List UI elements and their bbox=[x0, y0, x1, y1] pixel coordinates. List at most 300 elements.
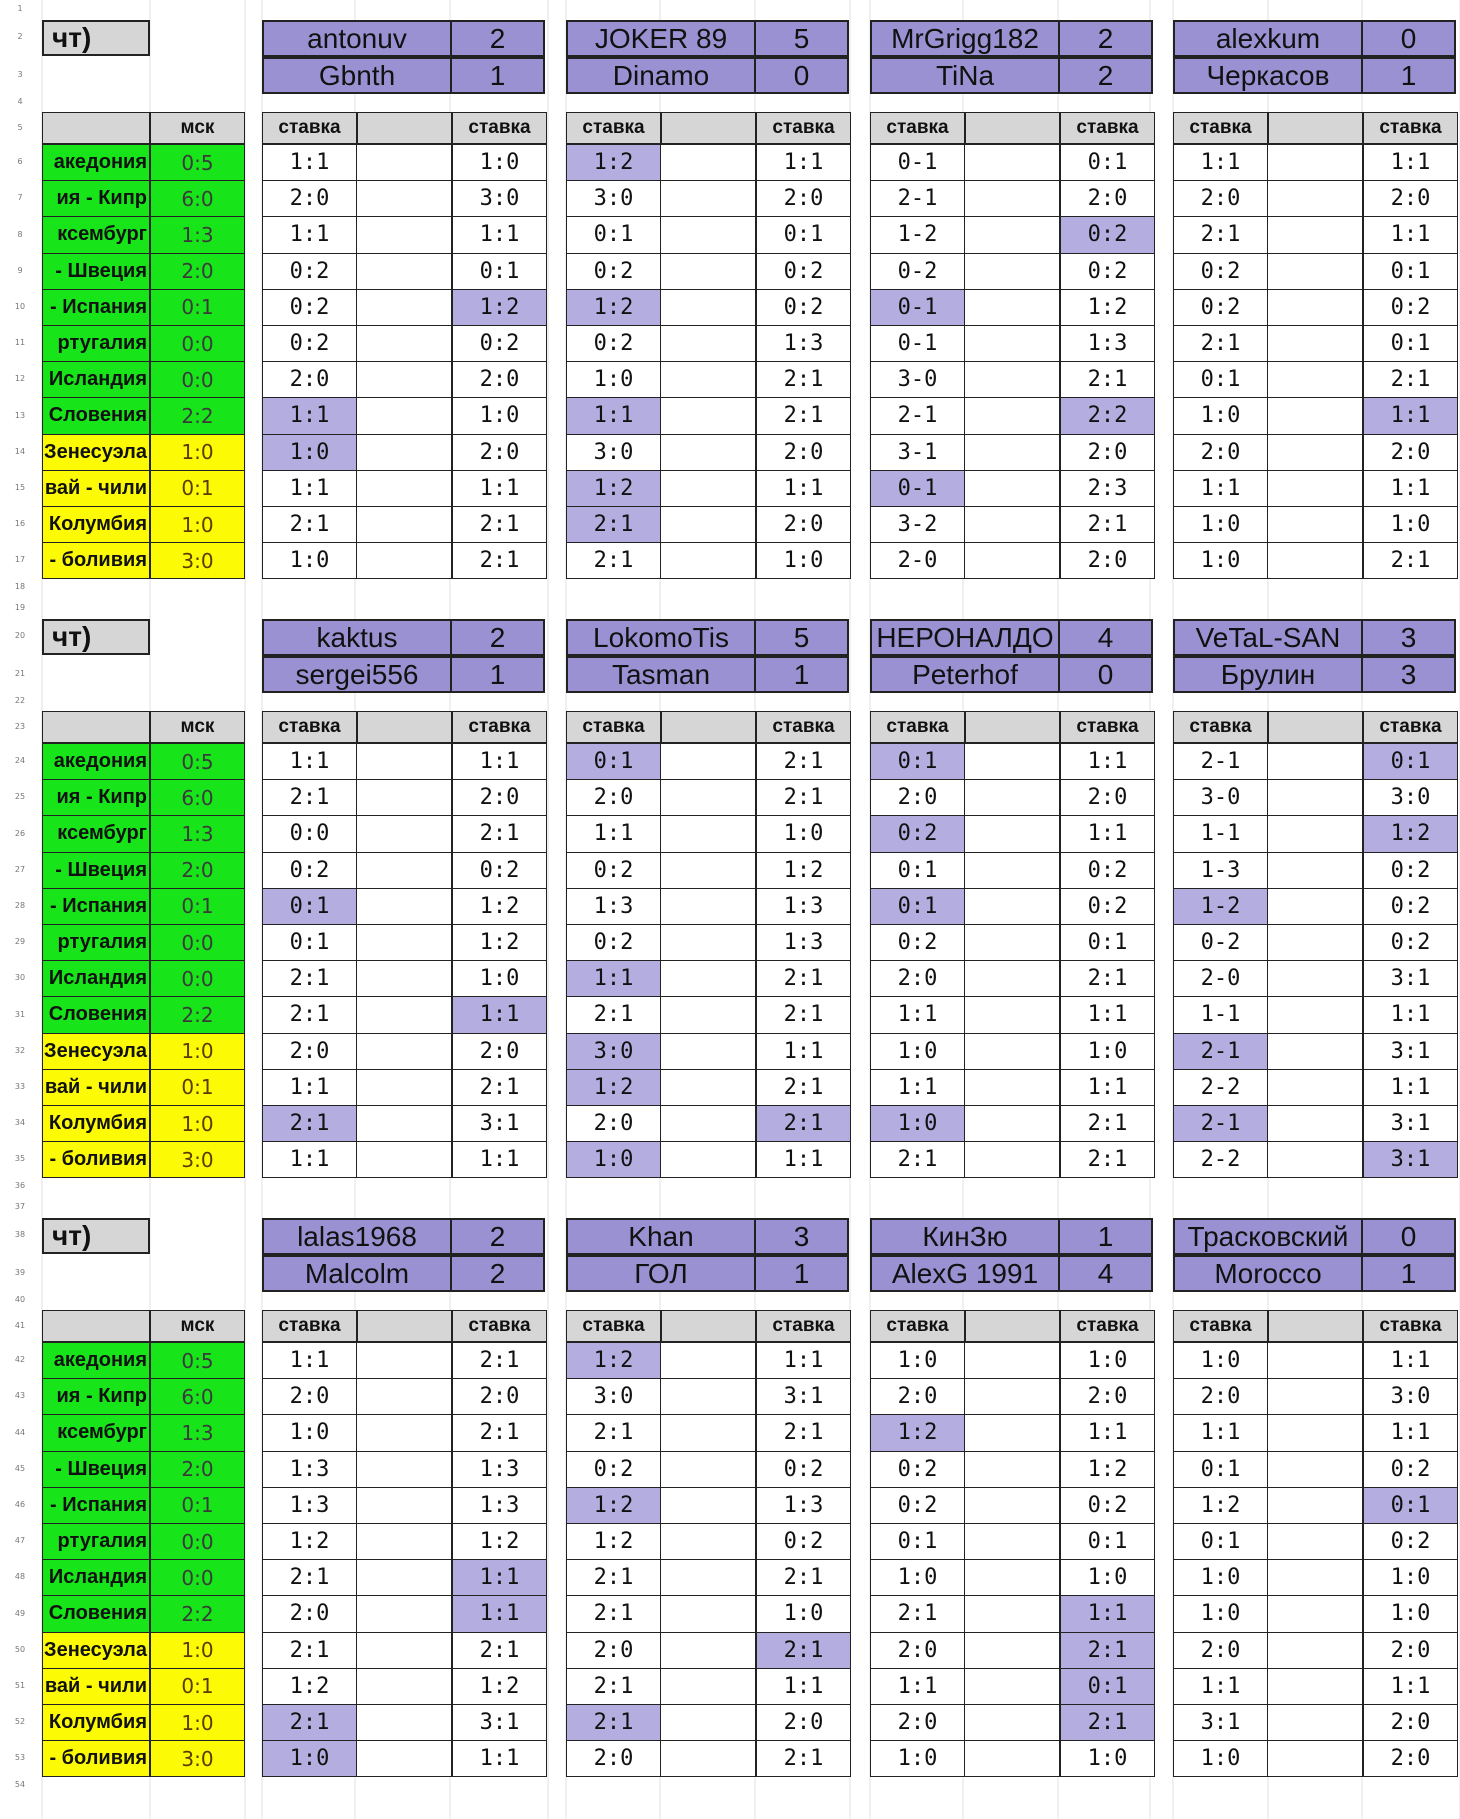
row-number[interactable]: 10 bbox=[14, 301, 26, 311]
bet-spacer-cell[interactable] bbox=[964, 1342, 1060, 1379]
bet-cell[interactable]: 1:1 bbox=[870, 996, 965, 1033]
bet-cell[interactable]: 3:1 bbox=[1363, 1105, 1458, 1142]
bet-spacer-cell[interactable] bbox=[1267, 144, 1363, 181]
match-result[interactable]: 0:0 bbox=[150, 960, 245, 997]
bet-spacer-cell[interactable] bbox=[964, 289, 1060, 326]
bet-spacer-cell[interactable] bbox=[1267, 1378, 1363, 1415]
match-name[interactable]: Словения bbox=[42, 1595, 150, 1632]
player-score[interactable]: 2 bbox=[450, 1255, 545, 1292]
bet-cell[interactable]: 2:1 bbox=[452, 1414, 547, 1451]
bet-cell[interactable]: 0-2 bbox=[870, 253, 965, 290]
bet-cell[interactable]: 0:2 bbox=[262, 325, 357, 362]
bet-cell[interactable]: 1:0 bbox=[452, 960, 547, 997]
player-score[interactable]: 4 bbox=[1058, 1255, 1153, 1292]
row-number[interactable]: 19 bbox=[14, 603, 26, 612]
bet-spacer-cell[interactable] bbox=[356, 1414, 452, 1451]
match-result[interactable]: 3:0 bbox=[150, 1141, 245, 1178]
row-number[interactable]: 47 bbox=[14, 1536, 26, 1546]
bet-cell[interactable]: 2:1 bbox=[1060, 1105, 1155, 1142]
bet-cell[interactable]: 2:1 bbox=[870, 1595, 965, 1632]
bet-cell[interactable]: 1:3 bbox=[262, 1487, 357, 1524]
bet-spacer-cell[interactable] bbox=[356, 144, 452, 181]
match-result[interactable]: 0:5 bbox=[150, 144, 245, 181]
bet-cell[interactable]: 1:1 bbox=[756, 144, 851, 181]
bet-cell[interactable]: 1:2 bbox=[452, 289, 547, 326]
match-result[interactable]: 6:0 bbox=[150, 180, 245, 217]
bet-spacer-cell[interactable] bbox=[356, 888, 452, 925]
bet-cell[interactable]: 2:1 bbox=[1060, 506, 1155, 543]
player-score[interactable]: 1 bbox=[754, 656, 849, 693]
bet-cell[interactable]: 0:2 bbox=[870, 924, 965, 961]
player-score[interactable]: 1 bbox=[1361, 57, 1456, 94]
bet-cell[interactable]: 1:1 bbox=[452, 216, 547, 253]
match-name[interactable]: ия - Кипр bbox=[42, 1378, 150, 1415]
bet-spacer-cell[interactable] bbox=[1267, 1451, 1363, 1488]
match-name[interactable]: ртугалия bbox=[42, 325, 150, 362]
bet-cell[interactable]: 1:0 bbox=[1173, 1342, 1268, 1379]
bet-cell[interactable]: 2:1 bbox=[1363, 542, 1458, 579]
player-name[interactable]: Tasman bbox=[566, 656, 756, 693]
bet-cell[interactable]: 1:0 bbox=[1173, 1740, 1268, 1777]
bet-cell[interactable]: 0-1 bbox=[870, 289, 965, 326]
bet-cell[interactable]: 1:2 bbox=[262, 1668, 357, 1705]
bet-cell[interactable]: 1:1 bbox=[452, 1141, 547, 1178]
row-number[interactable]: 52 bbox=[14, 1717, 26, 1727]
match-name[interactable]: Зенесуэла bbox=[42, 1033, 150, 1070]
bet-cell[interactable]: 0:1 bbox=[870, 1523, 965, 1560]
bet-cell[interactable]: 1:1 bbox=[1173, 144, 1268, 181]
bet-cell[interactable]: 2:0 bbox=[452, 434, 547, 471]
bet-cell[interactable]: 2:1 bbox=[756, 397, 851, 434]
bet-spacer-cell[interactable] bbox=[356, 1668, 452, 1705]
bet-cell[interactable]: 1:0 bbox=[566, 1141, 661, 1178]
bet-spacer-cell[interactable] bbox=[964, 1487, 1060, 1524]
bet-cell[interactable]: 1:1 bbox=[452, 743, 547, 780]
bet-spacer-cell[interactable] bbox=[356, 506, 452, 543]
bet-spacer-cell[interactable] bbox=[356, 1632, 452, 1669]
bet-cell[interactable]: 0-1 bbox=[870, 144, 965, 181]
bet-cell[interactable]: 0:2 bbox=[756, 289, 851, 326]
bet-spacer-cell[interactable] bbox=[1267, 1559, 1363, 1596]
player-name[interactable]: LokomoTis bbox=[566, 619, 756, 656]
bet-cell[interactable]: 1:2 bbox=[566, 1069, 661, 1106]
match-name[interactable]: вай - чили bbox=[42, 1668, 150, 1705]
bet-cell[interactable]: 2:0 bbox=[1060, 779, 1155, 816]
player-name[interactable]: VeTaL-SAN bbox=[1173, 619, 1363, 656]
bet-spacer-cell[interactable] bbox=[356, 924, 452, 961]
row-number[interactable]: 33 bbox=[14, 1081, 26, 1091]
bet-cell[interactable]: 3:1 bbox=[1363, 1141, 1458, 1178]
match-name[interactable]: ксембург bbox=[42, 1414, 150, 1451]
bet-cell[interactable]: 0:2 bbox=[1060, 888, 1155, 925]
bet-cell[interactable]: 2:2 bbox=[1060, 397, 1155, 434]
bet-cell[interactable]: 2:1 bbox=[756, 996, 851, 1033]
bet-spacer-cell[interactable] bbox=[660, 852, 756, 889]
bet-cell[interactable]: 1:3 bbox=[756, 1487, 851, 1524]
player-name[interactable]: КинЗю bbox=[870, 1218, 1060, 1255]
bet-cell[interactable]: 3-0 bbox=[1173, 779, 1268, 816]
bet-spacer-cell[interactable] bbox=[660, 1378, 756, 1415]
match-result[interactable]: 0:0 bbox=[150, 924, 245, 961]
bet-cell[interactable]: 0:2 bbox=[870, 815, 965, 852]
row-number[interactable]: 35 bbox=[14, 1154, 26, 1164]
bet-cell[interactable]: 2:0 bbox=[1060, 1378, 1155, 1415]
bet-spacer-cell[interactable] bbox=[964, 1105, 1060, 1142]
bet-cell[interactable]: 2:0 bbox=[452, 779, 547, 816]
bet-cell[interactable]: 1:0 bbox=[870, 1105, 965, 1142]
bet-spacer-cell[interactable] bbox=[660, 996, 756, 1033]
bet-cell[interactable]: 1:2 bbox=[1060, 289, 1155, 326]
bet-cell[interactable]: 1:1 bbox=[1060, 1595, 1155, 1632]
bet-spacer-cell[interactable] bbox=[964, 924, 1060, 961]
bet-spacer-cell[interactable] bbox=[1267, 397, 1363, 434]
bet-spacer-cell[interactable] bbox=[1267, 180, 1363, 217]
bet-spacer-cell[interactable] bbox=[1267, 743, 1363, 780]
row-number[interactable]: 9 bbox=[17, 265, 23, 275]
bet-cell[interactable]: 1:1 bbox=[262, 1342, 357, 1379]
bet-cell[interactable]: 0:2 bbox=[1363, 289, 1458, 326]
bet-cell[interactable]: 2:0 bbox=[452, 1378, 547, 1415]
bet-spacer-cell[interactable] bbox=[1267, 1141, 1363, 1178]
bet-spacer-cell[interactable] bbox=[660, 470, 756, 507]
bet-spacer-cell[interactable] bbox=[356, 1033, 452, 1070]
bet-spacer-cell[interactable] bbox=[356, 960, 452, 997]
match-result[interactable]: 1:3 bbox=[150, 815, 245, 852]
bet-spacer-cell[interactable] bbox=[964, 1523, 1060, 1560]
bet-cell[interactable]: 3:0 bbox=[566, 1033, 661, 1070]
match-result[interactable]: 3:0 bbox=[150, 542, 245, 579]
bet-cell[interactable]: 2:1 bbox=[566, 542, 661, 579]
bet-cell[interactable]: 0:2 bbox=[756, 1523, 851, 1560]
row-number[interactable]: 13 bbox=[14, 410, 26, 420]
bet-spacer-cell[interactable] bbox=[356, 1559, 452, 1596]
bet-cell[interactable]: 0:2 bbox=[756, 1451, 851, 1488]
match-name[interactable]: - боливия bbox=[42, 542, 150, 579]
row-number[interactable]: 2 bbox=[17, 32, 23, 41]
bet-spacer-cell[interactable] bbox=[660, 1668, 756, 1705]
bet-spacer-cell[interactable] bbox=[1267, 434, 1363, 471]
bet-cell[interactable]: 1:1 bbox=[262, 1141, 357, 1178]
match-result[interactable]: 2:0 bbox=[150, 852, 245, 889]
bet-cell[interactable]: 3-1 bbox=[870, 434, 965, 471]
row-number[interactable]: 11 bbox=[14, 338, 26, 348]
player-name[interactable]: Gbnth bbox=[262, 57, 452, 94]
bet-cell[interactable]: 1:1 bbox=[1363, 216, 1458, 253]
bet-cell[interactable]: 1:1 bbox=[452, 470, 547, 507]
row-number[interactable]: 42 bbox=[14, 1355, 26, 1365]
bet-spacer-cell[interactable] bbox=[1267, 1668, 1363, 1705]
row-number[interactable]: 1 bbox=[17, 4, 23, 13]
match-name[interactable]: Словения bbox=[42, 996, 150, 1033]
match-name[interactable]: ртугалия bbox=[42, 1523, 150, 1560]
bet-spacer-cell[interactable] bbox=[964, 1704, 1060, 1741]
bet-cell[interactable]: 2:1 bbox=[756, 1632, 851, 1669]
row-number[interactable]: 21 bbox=[14, 669, 26, 678]
bet-cell[interactable]: 0:2 bbox=[452, 852, 547, 889]
player-score[interactable]: 0 bbox=[1361, 1218, 1456, 1255]
row-number[interactable]: 46 bbox=[14, 1499, 26, 1509]
bet-cell[interactable]: 3:1 bbox=[1173, 1704, 1268, 1741]
match-name[interactable]: Колумбия bbox=[42, 506, 150, 543]
player-score[interactable]: 5 bbox=[754, 20, 849, 57]
bet-cell[interactable]: 1:0 bbox=[566, 361, 661, 398]
bet-spacer-cell[interactable] bbox=[964, 144, 1060, 181]
row-number[interactable]: 26 bbox=[14, 828, 26, 838]
bet-cell[interactable]: 0:2 bbox=[870, 1451, 965, 1488]
bet-cell[interactable]: 3:1 bbox=[452, 1105, 547, 1142]
player-name[interactable]: JOKER 89 bbox=[566, 20, 756, 57]
bet-spacer-cell[interactable] bbox=[660, 1632, 756, 1669]
match-result[interactable]: 0:0 bbox=[150, 361, 245, 398]
player-score[interactable]: 2 bbox=[450, 1218, 545, 1255]
bet-spacer-cell[interactable] bbox=[356, 216, 452, 253]
row-number[interactable]: 36 bbox=[14, 1181, 26, 1191]
bet-cell[interactable]: 1:1 bbox=[262, 743, 357, 780]
row-number[interactable]: 27 bbox=[14, 864, 26, 874]
bet-cell[interactable]: 2:0 bbox=[1060, 542, 1155, 579]
bet-cell[interactable]: 1:0 bbox=[1363, 506, 1458, 543]
bet-spacer-cell[interactable] bbox=[964, 1033, 1060, 1070]
bet-cell[interactable]: 1:2 bbox=[1363, 815, 1458, 852]
bet-spacer-cell[interactable] bbox=[356, 1595, 452, 1632]
bet-spacer-cell[interactable] bbox=[1267, 815, 1363, 852]
bet-cell[interactable]: 2:0 bbox=[1060, 180, 1155, 217]
player-score[interactable]: 2 bbox=[1058, 57, 1153, 94]
bet-cell[interactable]: 1:3 bbox=[1060, 325, 1155, 362]
bet-cell[interactable]: 2:1 bbox=[566, 1414, 661, 1451]
row-number[interactable]: 20 bbox=[14, 631, 26, 640]
bet-spacer-cell[interactable] bbox=[356, 253, 452, 290]
match-result[interactable]: 1:0 bbox=[150, 1033, 245, 1070]
match-name[interactable]: - Испания bbox=[42, 888, 150, 925]
match-result[interactable]: 2:0 bbox=[150, 253, 245, 290]
bet-cell[interactable]: 2-2 bbox=[1173, 1141, 1268, 1178]
bet-cell[interactable]: 2:1 bbox=[566, 1668, 661, 1705]
bet-spacer-cell[interactable] bbox=[1267, 216, 1363, 253]
bet-cell[interactable]: 2:1 bbox=[452, 1632, 547, 1669]
bet-cell[interactable]: 0:1 bbox=[566, 216, 661, 253]
bet-cell[interactable]: 0:1 bbox=[1060, 144, 1155, 181]
player-score[interactable]: 1 bbox=[450, 656, 545, 693]
bet-cell[interactable]: 1-1 bbox=[1173, 996, 1268, 1033]
bet-cell[interactable]: 0:1 bbox=[870, 743, 965, 780]
bet-cell[interactable]: 2:1 bbox=[452, 815, 547, 852]
bet-cell[interactable]: 0:1 bbox=[452, 253, 547, 290]
bet-cell[interactable]: 3:0 bbox=[566, 434, 661, 471]
bet-spacer-cell[interactable] bbox=[964, 888, 1060, 925]
player-score[interactable]: 0 bbox=[754, 57, 849, 94]
bet-cell[interactable]: 1:0 bbox=[1060, 1342, 1155, 1379]
bet-spacer-cell[interactable] bbox=[660, 1069, 756, 1106]
bet-cell[interactable]: 3:1 bbox=[1363, 1033, 1458, 1070]
match-name[interactable]: вай - чили bbox=[42, 1069, 150, 1106]
bet-spacer-cell[interactable] bbox=[356, 325, 452, 362]
bet-spacer-cell[interactable] bbox=[964, 852, 1060, 889]
bet-spacer-cell[interactable] bbox=[964, 1451, 1060, 1488]
bet-cell[interactable]: 0:1 bbox=[870, 852, 965, 889]
bet-cell[interactable]: 0:2 bbox=[1173, 289, 1268, 326]
bet-spacer-cell[interactable] bbox=[660, 542, 756, 579]
row-number[interactable]: 31 bbox=[14, 1009, 26, 1019]
player-score[interactable]: 3 bbox=[1361, 656, 1456, 693]
bet-cell[interactable]: 1:2 bbox=[452, 1523, 547, 1560]
player-name[interactable]: Трасковский bbox=[1173, 1218, 1363, 1255]
bet-cell[interactable]: 1:2 bbox=[566, 1523, 661, 1560]
bet-cell[interactable]: 2:1 bbox=[756, 960, 851, 997]
player-score[interactable]: 5 bbox=[754, 619, 849, 656]
bet-cell[interactable]: 3:0 bbox=[452, 180, 547, 217]
player-score[interactable]: 1 bbox=[754, 1255, 849, 1292]
bet-cell[interactable]: 0:2 bbox=[1363, 1523, 1458, 1560]
bet-spacer-cell[interactable] bbox=[1267, 960, 1363, 997]
row-number[interactable]: 4 bbox=[17, 97, 23, 106]
bet-spacer-cell[interactable] bbox=[356, 361, 452, 398]
row-number[interactable]: 30 bbox=[14, 973, 26, 983]
player-score[interactable]: 3 bbox=[754, 1218, 849, 1255]
bet-cell[interactable]: 0:2 bbox=[1363, 924, 1458, 961]
bet-cell[interactable]: 1:1 bbox=[452, 996, 547, 1033]
bet-cell[interactable]: 2:1 bbox=[452, 542, 547, 579]
bet-cell[interactable]: 2:0 bbox=[566, 779, 661, 816]
bet-cell[interactable]: 3:1 bbox=[1363, 960, 1458, 997]
bet-spacer-cell[interactable] bbox=[1267, 996, 1363, 1033]
bet-spacer-cell[interactable] bbox=[660, 1141, 756, 1178]
bet-cell[interactable]: 0:1 bbox=[756, 216, 851, 253]
bet-cell[interactable]: 1:2 bbox=[756, 852, 851, 889]
bet-spacer-cell[interactable] bbox=[356, 1451, 452, 1488]
row-number[interactable]: 18 bbox=[14, 582, 26, 592]
bet-cell[interactable]: 2:0 bbox=[262, 1378, 357, 1415]
match-result[interactable]: 1:0 bbox=[150, 434, 245, 471]
bet-cell[interactable]: 2:1 bbox=[452, 506, 547, 543]
bet-spacer-cell[interactable] bbox=[356, 779, 452, 816]
match-result[interactable]: 0:0 bbox=[150, 1523, 245, 1560]
bet-cell[interactable]: 1:1 bbox=[262, 216, 357, 253]
match-result[interactable]: 0:1 bbox=[150, 1487, 245, 1524]
bet-spacer-cell[interactable] bbox=[964, 1069, 1060, 1106]
bet-cell[interactable]: 1:0 bbox=[870, 1033, 965, 1070]
bet-spacer-cell[interactable] bbox=[1267, 1487, 1363, 1524]
match-result[interactable]: 2:2 bbox=[150, 1595, 245, 1632]
bet-cell[interactable]: 2:1 bbox=[1060, 1632, 1155, 1669]
bet-spacer-cell[interactable] bbox=[1267, 325, 1363, 362]
match-result[interactable]: 0:0 bbox=[150, 325, 245, 362]
bet-spacer-cell[interactable] bbox=[356, 542, 452, 579]
bet-spacer-cell[interactable] bbox=[964, 779, 1060, 816]
row-number[interactable]: 28 bbox=[14, 900, 26, 910]
bet-cell[interactable]: 2:1 bbox=[452, 1342, 547, 1379]
player-name[interactable]: sergei556 bbox=[262, 656, 452, 693]
bet-spacer-cell[interactable] bbox=[1267, 470, 1363, 507]
bet-cell[interactable]: 2:1 bbox=[756, 1559, 851, 1596]
match-result[interactable]: 2:0 bbox=[150, 1451, 245, 1488]
bet-cell[interactable]: 2:0 bbox=[1363, 1740, 1458, 1777]
bet-spacer-cell[interactable] bbox=[660, 888, 756, 925]
bet-spacer-cell[interactable] bbox=[964, 325, 1060, 362]
bet-cell[interactable]: 2:0 bbox=[756, 506, 851, 543]
bet-cell[interactable]: 3:0 bbox=[1363, 779, 1458, 816]
row-number[interactable]: 49 bbox=[14, 1608, 26, 1618]
bet-cell[interactable]: 2:1 bbox=[756, 1740, 851, 1777]
row-number[interactable]: 45 bbox=[14, 1463, 26, 1473]
bet-spacer-cell[interactable] bbox=[660, 1033, 756, 1070]
bet-cell[interactable]: 1-2 bbox=[870, 216, 965, 253]
bet-cell[interactable]: 2:1 bbox=[566, 1704, 661, 1741]
bet-cell[interactable]: 3-0 bbox=[870, 361, 965, 398]
bet-cell[interactable]: 0:1 bbox=[1060, 924, 1155, 961]
bet-cell[interactable]: 1:2 bbox=[452, 888, 547, 925]
match-name[interactable]: - Швеция bbox=[42, 1451, 150, 1488]
bet-cell[interactable]: 0:2 bbox=[1060, 216, 1155, 253]
match-result[interactable]: 6:0 bbox=[150, 1378, 245, 1415]
bet-cell[interactable]: 2:0 bbox=[1173, 1632, 1268, 1669]
bet-cell[interactable]: 1:1 bbox=[1363, 1342, 1458, 1379]
bet-cell[interactable]: 0:1 bbox=[262, 924, 357, 961]
bet-cell[interactable]: 2:0 bbox=[1363, 1632, 1458, 1669]
bet-spacer-cell[interactable] bbox=[660, 325, 756, 362]
bet-spacer-cell[interactable] bbox=[964, 470, 1060, 507]
bet-spacer-cell[interactable] bbox=[660, 1414, 756, 1451]
player-name[interactable]: AlexG 1991 bbox=[870, 1255, 1060, 1292]
bet-spacer-cell[interactable] bbox=[1267, 1069, 1363, 1106]
bet-cell[interactable]: 0:2 bbox=[1060, 1487, 1155, 1524]
bet-spacer-cell[interactable] bbox=[660, 1740, 756, 1777]
bet-cell[interactable]: 0:1 bbox=[1173, 361, 1268, 398]
bet-cell[interactable]: 0:1 bbox=[1060, 1668, 1155, 1705]
bet-cell[interactable]: 2:0 bbox=[452, 361, 547, 398]
bet-cell[interactable]: 2:0 bbox=[566, 1740, 661, 1777]
bet-spacer-cell[interactable] bbox=[1267, 1632, 1363, 1669]
bet-cell[interactable]: 2:0 bbox=[870, 779, 965, 816]
bet-cell[interactable]: 2:0 bbox=[1060, 434, 1155, 471]
bet-cell[interactable]: 1:0 bbox=[870, 1740, 965, 1777]
bet-spacer-cell[interactable] bbox=[1267, 1740, 1363, 1777]
bet-cell[interactable]: 0:2 bbox=[1363, 852, 1458, 889]
bet-cell[interactable]: 2-1 bbox=[1173, 1105, 1268, 1142]
bet-cell[interactable]: 2:0 bbox=[1363, 1704, 1458, 1741]
bet-cell[interactable]: 2:0 bbox=[262, 361, 357, 398]
bet-cell[interactable]: 2:1 bbox=[262, 1105, 357, 1142]
bet-cell[interactable]: 1:3 bbox=[452, 1451, 547, 1488]
bet-spacer-cell[interactable] bbox=[356, 180, 452, 217]
row-number[interactable]: 25 bbox=[14, 792, 26, 802]
bet-cell[interactable]: 2:1 bbox=[1060, 960, 1155, 997]
bet-cell[interactable]: 0:2 bbox=[1060, 852, 1155, 889]
bet-cell[interactable]: 0:2 bbox=[262, 852, 357, 889]
bet-spacer-cell[interactable] bbox=[1267, 924, 1363, 961]
bet-cell[interactable]: 2-1 bbox=[1173, 1033, 1268, 1070]
bet-spacer-cell[interactable] bbox=[356, 1523, 452, 1560]
bet-cell[interactable]: 1:0 bbox=[1060, 1033, 1155, 1070]
bet-spacer-cell[interactable] bbox=[660, 1105, 756, 1142]
match-name[interactable]: ртугалия bbox=[42, 924, 150, 961]
bet-spacer-cell[interactable] bbox=[1267, 542, 1363, 579]
bet-spacer-cell[interactable] bbox=[1267, 1105, 1363, 1142]
match-result[interactable]: 1:0 bbox=[150, 1632, 245, 1669]
player-name[interactable]: Черкасов bbox=[1173, 57, 1363, 94]
bet-cell[interactable]: 1:1 bbox=[262, 144, 357, 181]
match-name[interactable]: ия - Кипр bbox=[42, 180, 150, 217]
bet-spacer-cell[interactable] bbox=[356, 1378, 452, 1415]
bet-cell[interactable]: 1:1 bbox=[1363, 470, 1458, 507]
bet-cell[interactable]: 0:1 bbox=[1173, 1451, 1268, 1488]
bet-cell[interactable]: 0:1 bbox=[566, 743, 661, 780]
bet-cell[interactable]: 2:1 bbox=[262, 1632, 357, 1669]
bet-cell[interactable]: 2:0 bbox=[566, 1105, 661, 1142]
bet-spacer-cell[interactable] bbox=[660, 1451, 756, 1488]
bet-cell[interactable]: 0:1 bbox=[1363, 1487, 1458, 1524]
bet-cell[interactable]: 1:1 bbox=[756, 1141, 851, 1178]
